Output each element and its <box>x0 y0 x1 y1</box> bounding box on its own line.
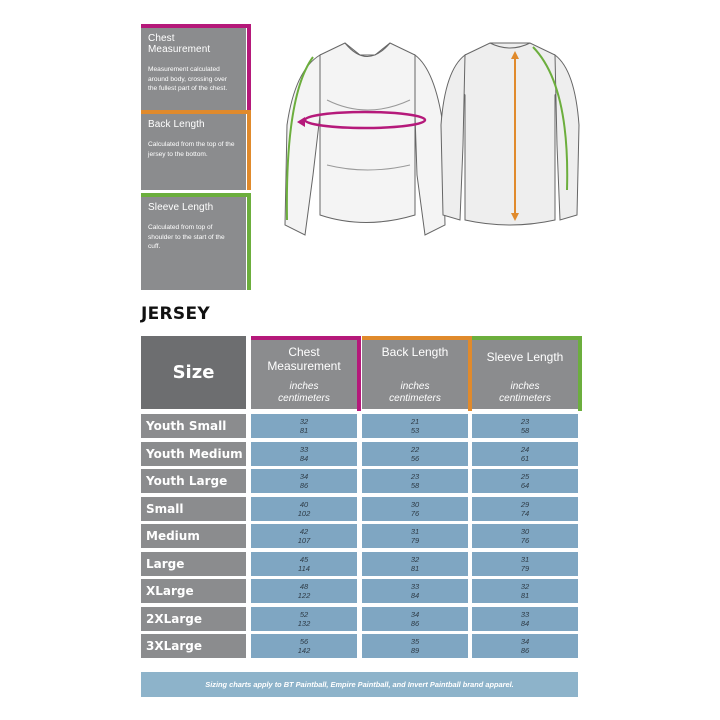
cell-centimeters: 81 <box>410 564 420 573</box>
column-header-sleeve <box>472 336 578 409</box>
cell-centimeters: 114 <box>298 564 310 573</box>
cell-centimeters: 81 <box>520 591 530 600</box>
back-accent-top <box>141 110 251 114</box>
cell-inches: 48 <box>299 582 309 591</box>
chest-header-accent-right <box>357 336 361 411</box>
table-cell-sleeve <box>472 607 578 631</box>
front-jersey-icon <box>285 43 445 235</box>
legend-chest-measurement <box>141 24 246 118</box>
table-cell-chest <box>251 607 357 631</box>
sleeve-header-label: Sleeve Length <box>486 350 564 364</box>
table-cell-chest <box>251 552 357 576</box>
cell-inches: 32 <box>520 582 530 591</box>
table-cell-back <box>362 414 468 438</box>
table-cell-back <box>362 607 468 631</box>
size-row-label: Medium <box>141 524 246 548</box>
table-cell-sleeve <box>472 634 578 658</box>
chest-header-units <box>251 381 357 405</box>
table-cell-back <box>362 469 468 493</box>
cell-centimeters: 84 <box>410 591 420 600</box>
cell-inches: 40 <box>299 500 309 509</box>
column-header-chest <box>251 336 357 409</box>
table-cell-back <box>362 524 468 548</box>
cell-centimeters: 64 <box>520 481 530 490</box>
back-header-units <box>362 381 468 405</box>
back-header-label: Back Length <box>381 345 449 359</box>
cell-inches: 24 <box>520 445 530 454</box>
table-cell-sleeve <box>472 524 578 548</box>
cell-centimeters: 61 <box>520 454 530 463</box>
cell-centimeters: 79 <box>410 536 420 545</box>
cell-inches: 29 <box>520 500 530 509</box>
cell-centimeters: 81 <box>299 426 309 435</box>
units-centimeters: centimeters <box>389 393 441 404</box>
legend-sleeve-length <box>141 193 246 290</box>
cell-centimeters: 84 <box>299 454 309 463</box>
table-cell-back <box>362 442 468 466</box>
size-row-label: 3XLarge <box>141 634 246 658</box>
cell-centimeters: 79 <box>520 564 530 573</box>
cell-centimeters: 142 <box>297 646 311 655</box>
table-cell-back <box>362 579 468 603</box>
cell-inches: 22 <box>410 445 420 454</box>
size-row-label: Small <box>141 497 246 521</box>
cell-inches: 35 <box>410 637 420 646</box>
cell-inches: 34 <box>299 472 309 481</box>
cell-inches: 25 <box>520 472 530 481</box>
units-centimeters: centimeters <box>499 393 551 404</box>
cell-inches: 34 <box>410 610 420 619</box>
size-row-label: XLarge <box>141 579 246 603</box>
cell-centimeters: 102 <box>297 509 311 518</box>
table-cell-chest <box>251 634 357 658</box>
table-cell-chest <box>251 497 357 521</box>
table-cell-sleeve <box>472 497 578 521</box>
units-inches: inches <box>400 381 430 392</box>
cell-centimeters: 86 <box>410 619 420 628</box>
cell-inches: 33 <box>299 445 309 454</box>
units-inches: inches <box>289 381 319 392</box>
cell-inches: 42 <box>299 527 309 536</box>
cell-inches: 30 <box>520 527 530 536</box>
table-cell-sleeve <box>472 469 578 493</box>
table-cell-back <box>362 497 468 521</box>
back-accent-right <box>247 110 251 190</box>
cell-centimeters: 74 <box>520 509 530 518</box>
sleeve-accent-top <box>141 193 251 197</box>
cell-inches: 23 <box>410 472 420 481</box>
sleeve-header-accent-top <box>472 336 580 340</box>
cell-centimeters: 107 <box>297 536 311 545</box>
sleeve-header-units <box>472 381 578 405</box>
cell-inches: 30 <box>410 500 420 509</box>
size-row-label: Youth Small <box>141 414 246 438</box>
legend-chest-desc: Measurement calculated around body, crossing over the fullest part of the chest. <box>148 66 228 92</box>
cell-inches: 33 <box>410 582 420 591</box>
cell-centimeters: 132 <box>297 619 311 628</box>
sleeve-header-accent-right <box>578 336 582 411</box>
size-row-label: Large <box>141 552 246 576</box>
cell-centimeters: 58 <box>410 481 420 490</box>
cell-centimeters: 53 <box>410 426 420 435</box>
table-cell-back <box>362 552 468 576</box>
table-cell-chest <box>251 414 357 438</box>
cell-centimeters: 76 <box>410 509 420 518</box>
cell-inches: 32 <box>299 417 309 426</box>
legend-sleeve-desc: Calculated from top of shoulder to the start of the cuff. <box>148 224 225 250</box>
size-header: Size <box>141 336 246 409</box>
legend-back-title: Back Length <box>148 119 205 130</box>
cell-inches: 45 <box>299 555 309 564</box>
jersey-measurement-illustration <box>265 25 585 255</box>
table-cell-chest <box>251 579 357 603</box>
sleeve-accent-right <box>247 193 251 290</box>
cell-centimeters: 86 <box>520 646 530 655</box>
cell-centimeters: 76 <box>520 536 530 545</box>
cell-inches: 32 <box>410 555 420 564</box>
legend-back-length <box>141 110 246 190</box>
cell-inches: 34 <box>520 637 530 646</box>
cell-inches: 21 <box>410 417 420 426</box>
chest-header-accent-top <box>251 336 359 340</box>
table-cell-chest <box>251 442 357 466</box>
back-jersey-icon <box>441 43 579 225</box>
cell-inches: 31 <box>410 527 420 536</box>
table-cell-sleeve <box>472 552 578 576</box>
column-header-back <box>362 336 468 409</box>
cell-centimeters: 58 <box>520 426 530 435</box>
cell-centimeters: 122 <box>297 591 311 600</box>
chest-accent-right <box>247 24 251 118</box>
legend-chest-title: Chest Measurement <box>148 33 211 55</box>
chest-header-label <box>251 345 357 373</box>
table-cell-back <box>362 634 468 658</box>
section-title: JERSEY <box>141 304 210 324</box>
legend-sleeve-title: Sleeve Length <box>148 202 214 213</box>
size-row-label: Youth Large <box>141 469 246 493</box>
table-cell-chest <box>251 524 357 548</box>
cell-centimeters: 86 <box>299 481 309 490</box>
units-inches: inches <box>510 381 540 392</box>
cell-inches: 23 <box>520 417 530 426</box>
footer-note: Sizing charts apply to BT Paintball, Empire Paintball, and Invert Paintball brand apparel. <box>141 672 578 697</box>
chest-header-line1: Chest <box>288 345 320 359</box>
table-cell-sleeve <box>472 579 578 603</box>
back-header-accent-top <box>362 336 470 340</box>
size-row-label: 2XLarge <box>141 607 246 631</box>
cell-inches: 52 <box>299 610 309 619</box>
cell-inches: 56 <box>299 637 309 646</box>
cell-centimeters: 89 <box>410 646 420 655</box>
table-cell-chest <box>251 469 357 493</box>
legend-back-desc: Calculated from the top of the jersey to the bottom. <box>148 141 235 158</box>
chest-header-line2: Measurement <box>267 359 341 373</box>
size-row-label: Youth Medium <box>141 442 246 466</box>
table-cell-sleeve <box>472 442 578 466</box>
cell-inches: 33 <box>520 610 530 619</box>
cell-centimeters: 56 <box>410 454 420 463</box>
table-cell-sleeve <box>472 414 578 438</box>
cell-centimeters: 84 <box>520 619 530 628</box>
units-centimeters: centimeters <box>278 393 330 404</box>
cell-inches: 31 <box>520 555 530 564</box>
chest-accent-top <box>141 24 251 28</box>
